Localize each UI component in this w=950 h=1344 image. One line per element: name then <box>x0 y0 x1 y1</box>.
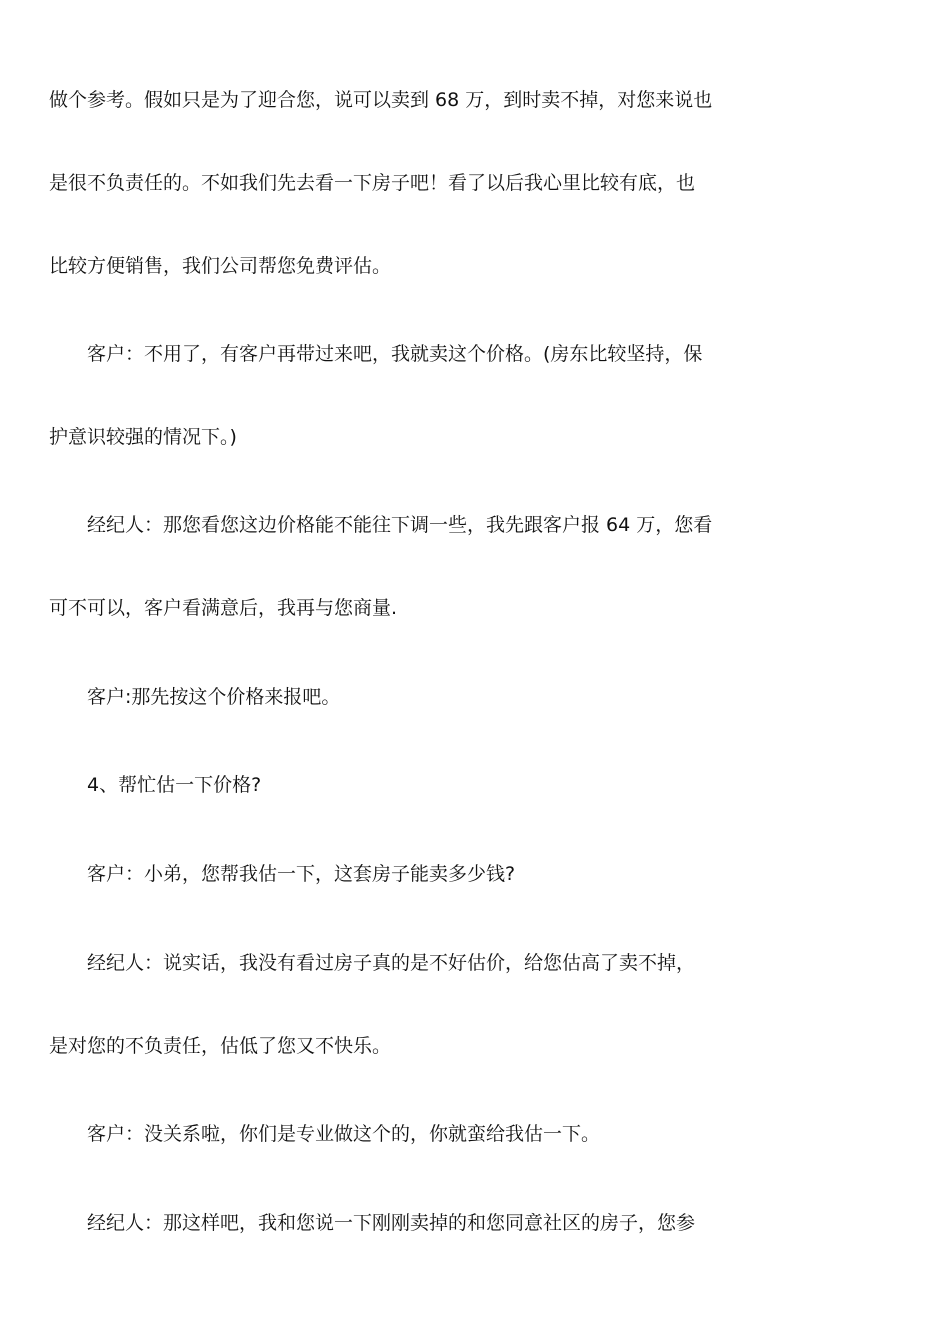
text-line: 经纪人：那您看您这边价格能不能往下调一些，我先跟客户报 64 万，您看 <box>87 514 713 536</box>
text-line: 是对您的不负责任，估低了您又不快乐。 <box>49 1035 392 1057</box>
text-line: 4、帮忙估一下价格? <box>87 774 262 796</box>
text-line: 经纪人：说实话，我没有看过房子真的是不好估价，给您估高了卖不掉， <box>87 952 696 974</box>
text-line: 客户:那先按这个价格来报吧。 <box>87 686 341 708</box>
text-line: 是很不负责任的。不如我们先去看一下房子吧！看了以后我心里比较有底，也 <box>49 172 696 194</box>
text-line: 客户：不用了，有客户再带过来吧，我就卖这个价格。(房东比较坚持，保 <box>87 343 703 365</box>
text-line: 经纪人：那这样吧，我和您说一下刚刚卖掉的和您同意社区的房子，您参 <box>87 1212 696 1234</box>
text-line: 客户：小弟，您帮我估一下，这套房子能卖多少钱? <box>87 863 516 885</box>
text-line: 可不可以，客户看满意后，我再与您商量. <box>49 597 398 619</box>
text-line: 护意识较强的情况下。) <box>49 426 237 448</box>
text-line: 做个参考。假如只是为了迎合您，说可以卖到 68 万，到时卖不掉，对您来说也 <box>49 89 713 111</box>
text-line: 客户：没关系啦，你们是专业做这个的，你就蛮给我估一下。 <box>87 1123 601 1145</box>
text-line: 比较方便销售，我们公司帮您免费评估。 <box>49 255 392 277</box>
